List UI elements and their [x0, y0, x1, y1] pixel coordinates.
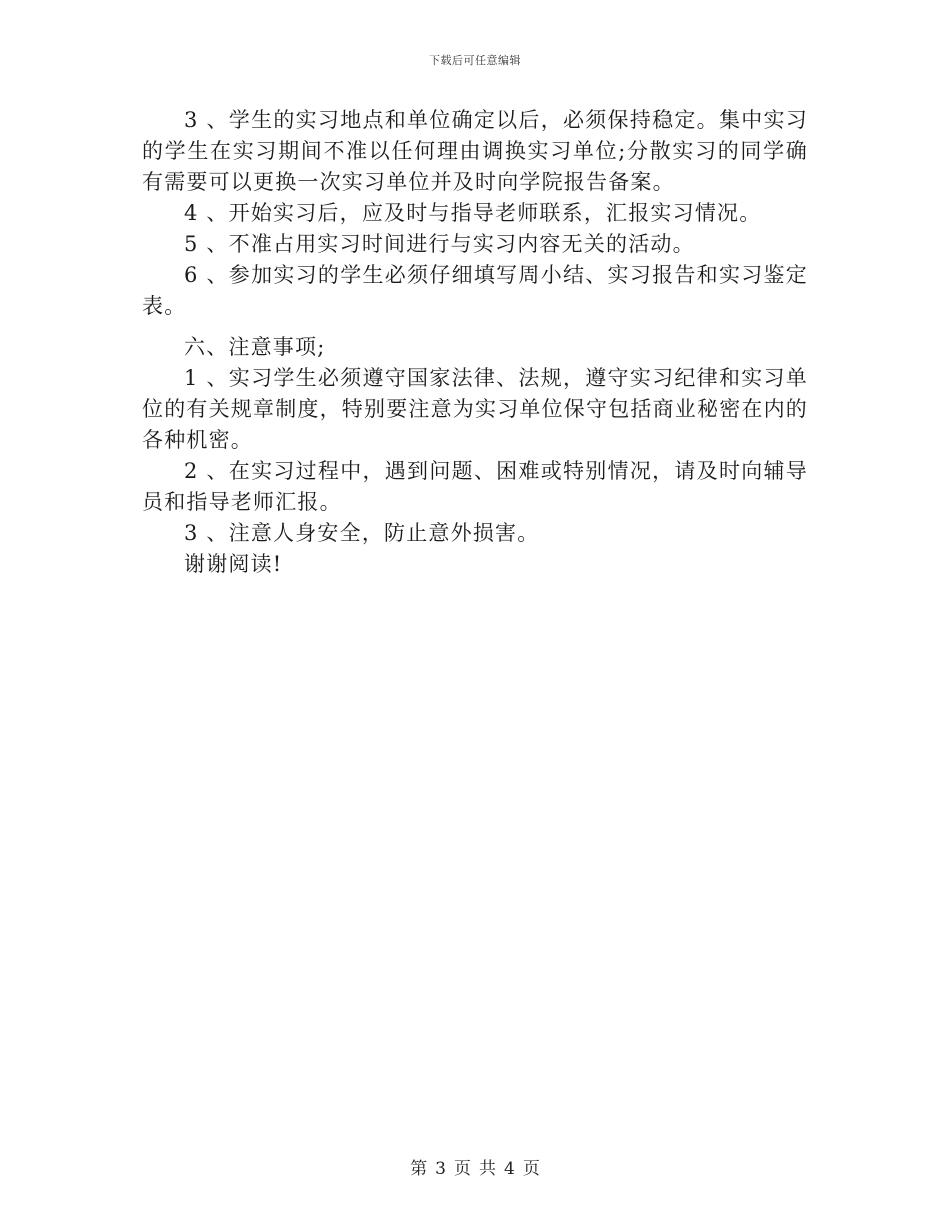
paragraph-note-1: 1 、实习学生必须遵守国家法律、法规，遵守实习纪律和实习单位的有关规章制度，特别要注意为实习单位保守包括商业秘密在内的各种机密。: [142, 366, 808, 452]
footer-page-word: 页: [454, 1159, 471, 1179]
page-footer: [0, 1154, 950, 1179]
footer-total-pages: 4: [504, 1159, 515, 1179]
paragraph-rule-3: 3 、学生的实习地点和单位确定以后，必须保持稳定。集中实习的学生在实习期间不准以任何理由调换实习单位;分散实习的同学确有需要可以更换一次实习单位并及时向学院报告备案。: [142, 108, 808, 194]
closing-thanks: 谢谢阅读!: [184, 552, 283, 576]
page-header: 下载后可任意编辑: [429, 54, 521, 67]
footer-prefix: 第: [410, 1159, 428, 1179]
paragraph-rule-4: 4 、开始实习后，应及时与指导老师联系，汇报实习情况。: [184, 201, 762, 225]
paragraph-rule-5: 5 、不准占用实习时间进行与实习内容无关的活动。: [184, 232, 695, 256]
footer-total-word: 共: [479, 1159, 496, 1179]
footer-current-page: 3: [435, 1159, 446, 1179]
section-heading-notes: 六、注意事项;: [184, 335, 326, 359]
paragraph-rule-6: 6 、参加实习的学生必须仔细填写周小结、实习报告和实习鉴定表。: [142, 263, 808, 318]
footer-suffix: 页: [522, 1159, 540, 1179]
paragraph-note-2: 2 、在实习过程中，遇到问题、困难或特别情况，请及时向辅导员和指导老师汇报。: [142, 459, 808, 514]
paragraph-note-3: 3 、注意人身安全，防止意外损害。: [184, 521, 540, 545]
document-body: [142, 105, 808, 580]
